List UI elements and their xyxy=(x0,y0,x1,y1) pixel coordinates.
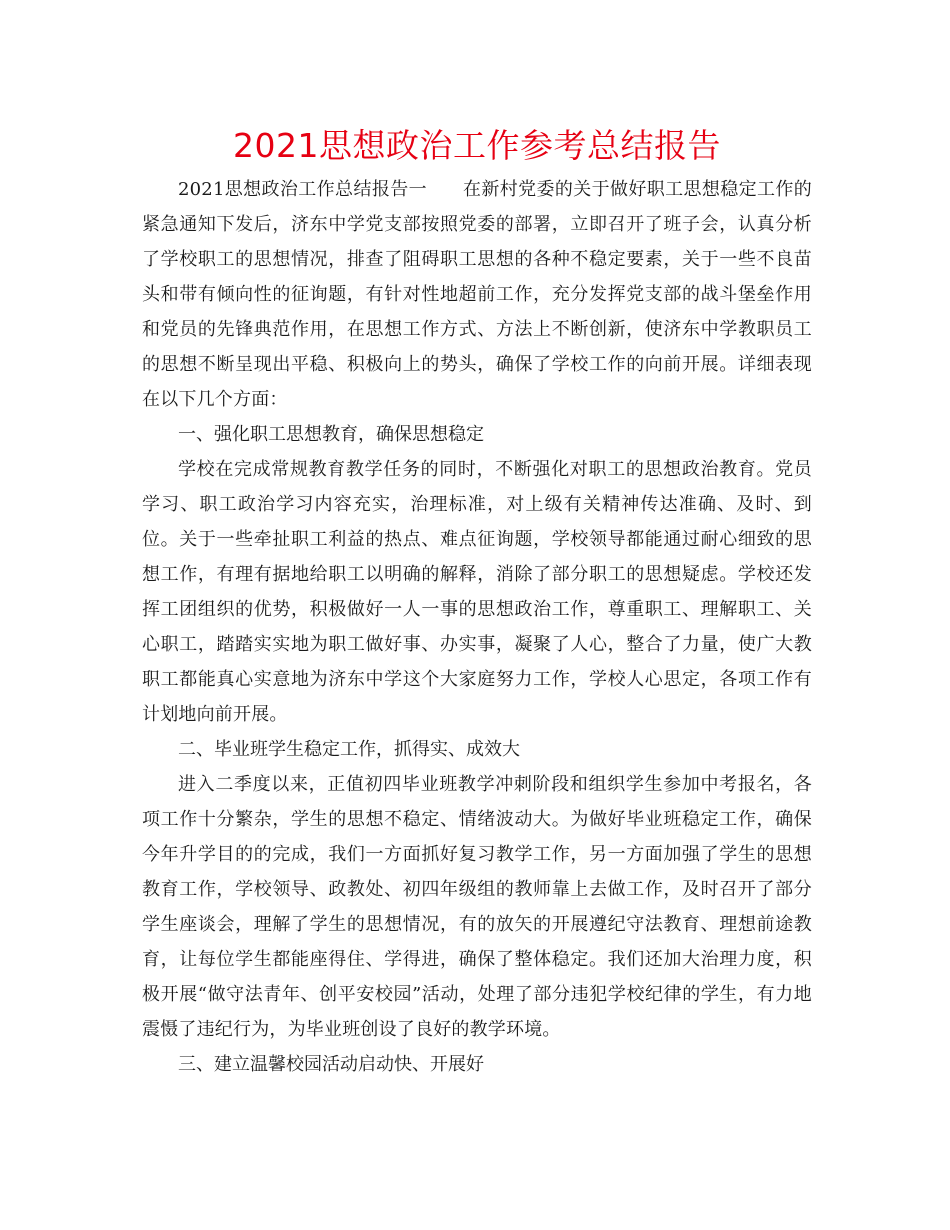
intro-paragraph xyxy=(142,172,812,417)
section-heading-1: 一、强化职工思想教育，确保思想稳定 xyxy=(178,424,484,445)
section-heading-3: 三、建立温馨校园活动启动快、开展好 xyxy=(178,1054,484,1075)
section-paragraph-2: 进入二季度以来，正值初四毕业班教学冲刺阶段和组织学生参加中考报名，各项工作十分繁杂，学生的思想不稳定、情绪波动大。为做好毕业班稳定工作，确保今年升学目的的完成，我们一方面抓好复习教学工作，另一方面加强了学生的思想教育工作，学校领导、政教处、初四年级组的教师靠上去做工作，及时召开了部分学生座谈会，理解了学生的思想情况，有的放矢的开展遵纪守法教育、理想前途教育，让每位学生都能座得住、学得进，确保了整体稳定。我们还加大治理力度，积极开展“做守法青年、创平安校园”活动，处理了部分违犯学校纪律的学生，有力地震慑了违纪行为，为毕业班创设了良好的教学环境。 xyxy=(142,774,812,1040)
intro-text: 在新村党委的关于做好职工思想稳定工作的紧急通知下发后，济东中学党支部按照党委的部署，立即召开了班子会，认真分析了学校职工的思想情况，排查了阻碍职工思想的各种不稳定要素，关于一些不良苗头和带有倾向性的征询题，有针对性地超前工作，充分发挥党支部的战斗堡垒作用和党员的先锋典范作用，在思想工作方式、方法上不断创新，使济东中学教职员工的思想不断呈现出平稳、积极向上的势头，确保了学校工作的向前开展。详细表现在以下几个方面： xyxy=(142,179,812,410)
report-lead: 2021思想政治工作总结报告一 xyxy=(178,179,427,200)
section-heading-2: 二、毕业班学生稳定工作，抓得实、成效大 xyxy=(178,739,520,760)
document-page xyxy=(142,122,812,1082)
document-title: 2021思想政治工作参考总结报告 xyxy=(233,126,721,165)
section-paragraph-1: 学校在完成常规教育教学任务的同时，不断强化对职工的思想政治教育。党员学习、职工政治学习内容充实，治理标准，对上级有关精神传达准确、及时、到位。关于一些牵扯职工利益的热点、难点征询题，学校领导都能通过耐心细致的思想工作，有理有据地给职工以明确的解释，消除了部分职工的思想疑虑。学校还发挥工团组织的优势，积极做好一人一事的思想政治工作，尊重职工、理解职工、关心职工，踏踏实实地为职工做好事、办实事，凝聚了人心，整合了力量，使广大教职工都能真心实意地为济东中学这个大家庭努力工作，学校人心思定，各项工作有计划地向前开展。 xyxy=(142,459,812,725)
